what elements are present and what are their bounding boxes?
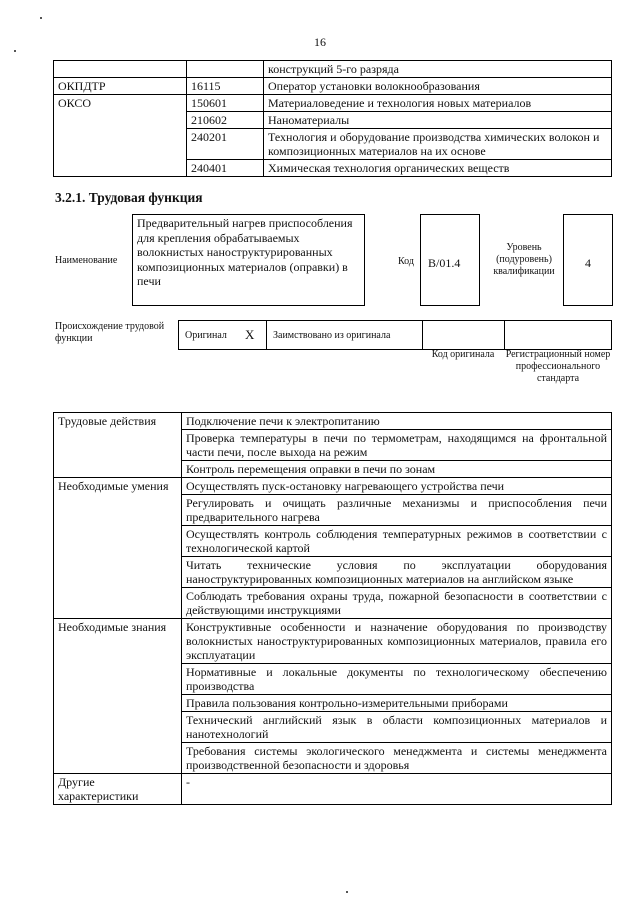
item-cell: - bbox=[182, 774, 612, 805]
code-label: Код bbox=[398, 256, 414, 267]
item-cell: Осуществлять контроль соблюдения температурных режимов в соответствии с технологической картой bbox=[182, 526, 612, 557]
function-code-box bbox=[420, 214, 480, 306]
divider bbox=[266, 321, 267, 349]
table-row bbox=[54, 774, 612, 805]
category-cell: Необходимые умения bbox=[54, 478, 182, 619]
code-number-cell: 240401 bbox=[187, 160, 264, 177]
table-row bbox=[54, 78, 612, 95]
code-text-cell: Наноматериалы bbox=[264, 112, 612, 129]
section-heading: 3.2.1. Трудовая функция bbox=[55, 190, 203, 205]
category-cell: Другие характеристики bbox=[54, 774, 182, 805]
category-cell: Трудовые действия bbox=[54, 413, 182, 478]
code-label-cell: ОКПДТР bbox=[54, 78, 187, 95]
item-cell: Требования системы экологического менеджмента и системы менеджмента производственной безопасности и здоровья bbox=[182, 743, 612, 774]
code-number-cell: 240201 bbox=[187, 129, 264, 160]
item-cell: Осуществлять пуск-остановку нагревающего устройства печи bbox=[182, 478, 612, 495]
function-details-table bbox=[53, 412, 612, 805]
level-value-box bbox=[563, 214, 613, 306]
borrowed-label: Заимствовано из оригинала bbox=[273, 330, 391, 341]
original-code-caption: Код оригинала bbox=[431, 349, 495, 360]
divider bbox=[422, 321, 423, 349]
code-number-cell bbox=[187, 61, 264, 78]
code-number-cell: 16115 bbox=[187, 78, 264, 95]
item-cell: Технический английский язык в области композиционных материалов и нанотехнологий bbox=[182, 712, 612, 743]
item-cell: Регулировать и очищать различные механизмы и приспособления печи предварительного нагрева bbox=[182, 495, 612, 526]
function-code-value: B/01.4 bbox=[428, 256, 461, 270]
table-row bbox=[54, 478, 612, 495]
item-cell: Читать технические условия по эксплуатации оборудования наноструктурированных композиционных материалов на английском языке bbox=[182, 557, 612, 588]
function-name-text: Предварительный нагрев приспособления для крепления обрабатываемых волокнистых наноструктурированных композиционных материалов (оправки) в печи bbox=[137, 216, 353, 288]
name-label: Наименование bbox=[55, 255, 118, 266]
code-text-cell: Материаловедение и технология новых материалов bbox=[264, 95, 612, 112]
codes-table bbox=[53, 60, 612, 177]
scan-speck bbox=[346, 891, 348, 893]
item-cell: Нормативные и локальные документы по технологическому обеспечению производства bbox=[182, 664, 612, 695]
item-cell: Соблюдать требования охраны труда, пожарной безопасности в соответствии с действующими инструкциями bbox=[182, 588, 612, 619]
code-text-cell: Оператор установки волокнообразования bbox=[264, 78, 612, 95]
item-cell: Конструктивные особенности и назначение оборудования по производству волокнистых наноструктурированных композиционных материалов, правила его эксплуатации bbox=[182, 619, 612, 664]
code-number-cell: 150601 bbox=[187, 95, 264, 112]
code-label-cell bbox=[54, 61, 187, 78]
table-row bbox=[54, 95, 612, 112]
page-number: 16 bbox=[314, 35, 326, 49]
item-cell: Проверка температуры в печи по термометрам, находящимся на фронтальной части печи, после выхода на режим bbox=[182, 430, 612, 461]
original-mark: X bbox=[245, 327, 255, 342]
code-text-cell: конструкций 5-го разряда bbox=[264, 61, 612, 78]
origin-box bbox=[178, 320, 612, 350]
divider bbox=[504, 321, 505, 349]
table-row bbox=[54, 619, 612, 664]
category-cell: Необходимые знания bbox=[54, 619, 182, 774]
scan-speck bbox=[14, 50, 16, 52]
origin-label: Происхождение трудовой функции bbox=[55, 321, 165, 344]
table-row bbox=[54, 413, 612, 430]
function-name-box bbox=[132, 214, 365, 306]
level-value: 4 bbox=[585, 256, 591, 270]
item-cell: Контроль перемещения оправки в печи по зонам bbox=[182, 461, 612, 478]
item-cell: Правила пользования контрольно-измерительными приборами bbox=[182, 695, 612, 712]
scan-speck bbox=[40, 17, 42, 19]
table-row bbox=[54, 61, 612, 78]
code-text-cell: Химическая технология органических веществ bbox=[264, 160, 612, 177]
item-cell: Подключение печи к электропитанию bbox=[182, 413, 612, 430]
level-label: Уровень (подуровень) квалификации bbox=[493, 242, 555, 277]
original-label: Оригинал bbox=[185, 330, 227, 341]
registration-caption: Регистрационный номер профессионального стандарта bbox=[505, 349, 611, 384]
code-label-cell: ОКСО bbox=[54, 95, 187, 177]
code-text-cell: Технология и оборудование производства химических волокон и композиционных материалов на их основе bbox=[264, 129, 612, 160]
code-number-cell: 210602 bbox=[187, 112, 264, 129]
